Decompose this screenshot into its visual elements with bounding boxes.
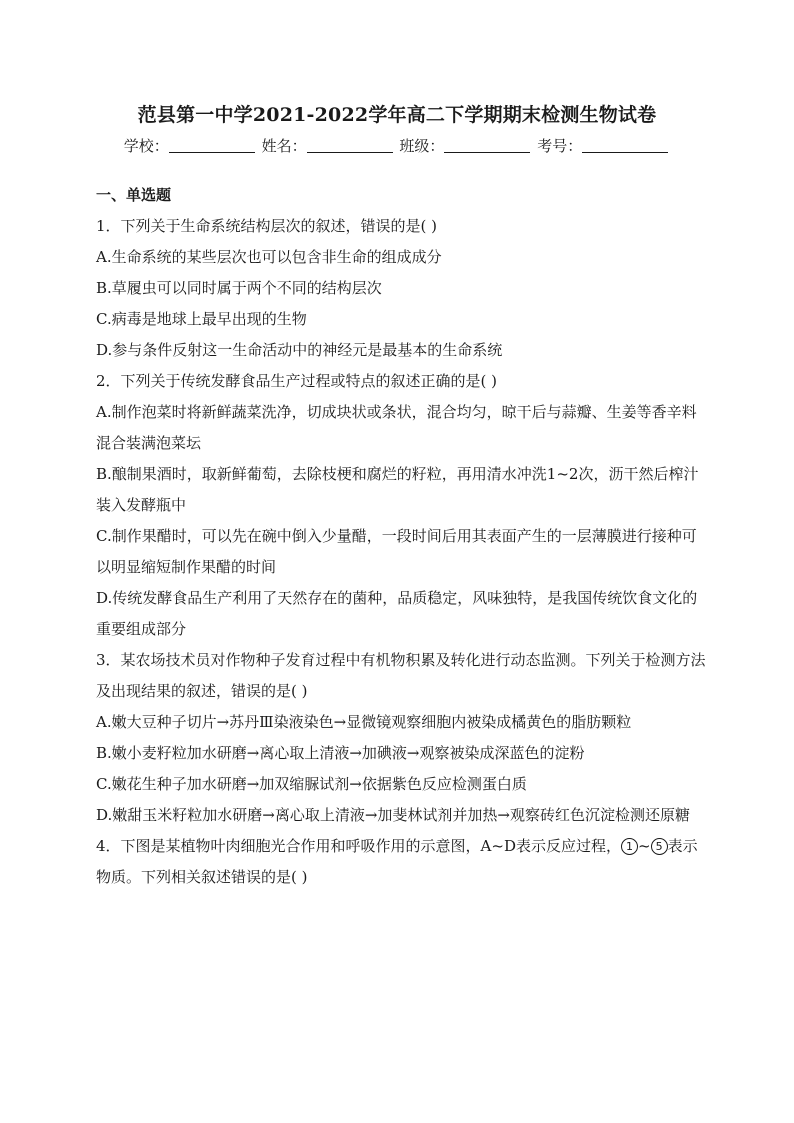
exam-number-label: 考号： <box>537 137 583 155</box>
question-stem: 3．某农场技术员对作物种子发育过程中有机物积累及转化进行动态监测。下列关于检测方法及出现结果的叙述，错误的是( ) <box>96 651 706 700</box>
name-label: 姓名： <box>261 137 307 155</box>
question-stem <box>96 831 706 893</box>
class-blank <box>444 138 530 153</box>
option-b: B.酿制果酒时，取新鲜葡萄，去除枝梗和腐烂的籽粒，再用清水冲洗1~2次，沥干然后榨汁装入发酵瓶中 <box>96 465 699 514</box>
option-d: D.传统发酵食品生产利用了天然存在的菌种，品质稳定，风味独特，是我国传统饮食文化的重要组成部分 <box>96 589 698 638</box>
option-a: A.生命系统的某些层次也可以包含非生命的组成成分 <box>96 248 442 266</box>
range-separator: ~ <box>637 837 651 855</box>
exam-title: 范县第一中学2021-2022学年高二下学期期末检测生物试卷 <box>137 104 657 126</box>
option-c: C.嫩花生种子加水研磨→加双缩脲试剂→依据紫色反应检测蛋白质 <box>96 775 527 793</box>
option-a: A.制作泡菜时将新鲜蔬菜洗净，切成块状或条状，混合均匀，晾干后与蒜瓣、生姜等香辛料混合装满泡菜坛 <box>96 403 697 452</box>
class-label: 班级： <box>399 137 445 155</box>
question-4 <box>96 831 706 893</box>
option-d: D.参与条件反射这一生命活动中的神经元是最基本的生命系统 <box>96 341 503 359</box>
student-info-line <box>0 135 794 156</box>
name-blank <box>307 138 393 153</box>
circled-number-start: 1 <box>621 838 638 855</box>
option-c: C.制作果醋时，可以先在碗中倒入少量醋，一段时间后用其表面产生的一层薄膜进行接种可以明显缩短制作果醋的时间 <box>96 527 697 576</box>
question-stem-part-2: 表示物质。下列相关叙述错误的是( ) <box>96 837 698 886</box>
option-b: B.嫩小麦籽粒加水研磨→离心取上清液→加碘液→观察被染成深蓝色的淀粉 <box>96 744 585 762</box>
school-blank <box>169 138 255 153</box>
option-d: D.嫩甜玉米籽粒加水研磨→离心取上清液→加斐林试剂并加热→观察砖红色沉淀检测还原糖 <box>96 806 690 824</box>
option-b: B.草履虫可以同时属于两个不同的结构层次 <box>96 279 382 297</box>
option-c: C.病毒是地球上最早出现的生物 <box>96 310 307 328</box>
exam-number-field <box>537 135 670 156</box>
question-2 <box>96 366 706 645</box>
option-a: A.嫩大豆种子切片→苏丹Ⅲ染液染色→显微镜观察细胞内被染成橘黄色的脂肪颗粒 <box>96 713 632 731</box>
question-1 <box>96 211 706 366</box>
question-stem-part-1: 4．下图是某植物叶肉细胞光合作用和呼吸作用的示意图，A~D表示反应过程， <box>96 837 621 855</box>
name-field <box>262 135 395 156</box>
school-field <box>124 135 257 156</box>
class-field <box>399 135 532 156</box>
section-heading: 一、单选题 <box>96 186 172 204</box>
exam-number-blank <box>582 138 668 153</box>
circled-number-end: 5 <box>651 838 668 855</box>
exam-content <box>96 180 706 893</box>
question-stem: 1．下列关于生命系统结构层次的叙述，错误的是( ) <box>96 217 438 235</box>
question-3 <box>96 645 706 831</box>
question-stem: 2．下列关于传统发酵食品生产过程或特点的叙述正确的是( ) <box>96 372 498 390</box>
school-label: 学校： <box>123 137 169 155</box>
